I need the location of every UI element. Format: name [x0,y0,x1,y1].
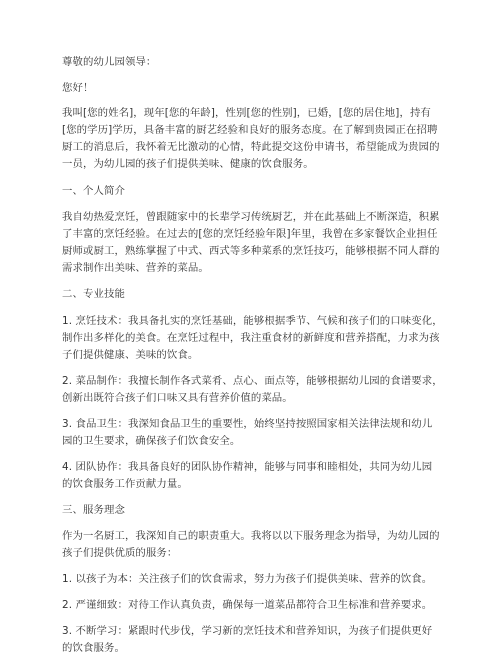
skill-line: 4. 团队协作：我具备良好的团队协作精神，能够与同事和睦相处，共同为幼儿园 [62,461,433,473]
section-heading-profile: 一、个人简介 [62,185,125,197]
intro-line: [您的学历]学历，具备丰富的厨艺经验和良好的服务态度。在了解到贵园正在招聘 [62,124,438,136]
intro-line: 我叫[您的姓名]，现年[您的年龄]，性别[您的性别]，已婚，[您的居住地]，持有 [62,107,431,119]
service-line: 的饮食服务。 [62,642,125,654]
intro-line: 一员，为幼儿园的孩子们提供美味、健康的饮食服务。 [62,158,314,170]
profile-line: 了丰富的烹饪经验。在过去的[您的烹饪经验年限]年里，我曾在多家餐饮企业担任 [62,228,438,240]
service-line: 作为一名厨工，我深知自己的职责重大。我将以以下服务理念为指导，为幼儿园的 [62,530,440,542]
section-heading-service: 三、服务理念 [62,504,125,516]
skill-line: 园的卫生要求，确保孩子们饮食安全。 [62,435,241,447]
skill-line: 2. 菜品制作：我擅长制作各式菜肴、点心、面点等，能够根据幼儿园的食谱要求， [62,375,443,387]
profile-line: 我自幼热爱烹饪，曾跟随家中的长辈学习传统厨艺，并在此基础上不断深造，积累 [62,211,440,223]
salutation: 尊敬的幼儿园领导： [62,56,157,68]
skill-line: 制作出多样化的美食。在烹饪过程中，我注重食材的新鲜度和营养搭配，力求为孩 [62,332,440,344]
service-line: 2. 严谨细致：对待工作认真负责，确保每一道菜品都符合卫生标准和营养要求。 [62,599,433,611]
skill-line: 1. 烹饪技术：我具备扎实的烹饪基础，能够根据季节、气候和孩子们的口味变化， [62,315,443,327]
service-line: 1. 以孩子为本：关注孩子们的饮食需求，努力为孩子们提供美味、营养的饮食。 [62,573,433,585]
skill-line: 创新出既符合孩子们口味又具有营养价值的菜品。 [62,392,293,404]
skill-line: 的饮食服务工作贡献力量。 [62,478,188,490]
skill-line: 3. 食品卫生：我深知食品卫生的重要性，始终坚持按照国家相关法律法规和幼儿 [62,418,433,430]
service-line: 3. 不断学习：紧跟时代步伐，学习新的烹饪技术和营养知识，为孩子们提供更好 [62,625,433,637]
profile-line: 需求制作出美味、营养的菜品。 [62,262,209,274]
profile-line: 厨师或厨工，熟练掌握了中式、西式等多种菜系的烹饪技巧，能够根据不同人群的 [62,245,440,257]
section-heading-skills: 二、专业技能 [62,288,125,300]
greeting: 您好！ [62,82,94,94]
intro-line: 厨工的消息后，我怀着无比激动的心情，特此提交这份申请书，希望能成为贵园的 [62,141,440,153]
skill-line: 子们提供健康、美味的饮食。 [62,349,199,361]
service-line: 孩子们提供优质的服务： [62,547,178,559]
